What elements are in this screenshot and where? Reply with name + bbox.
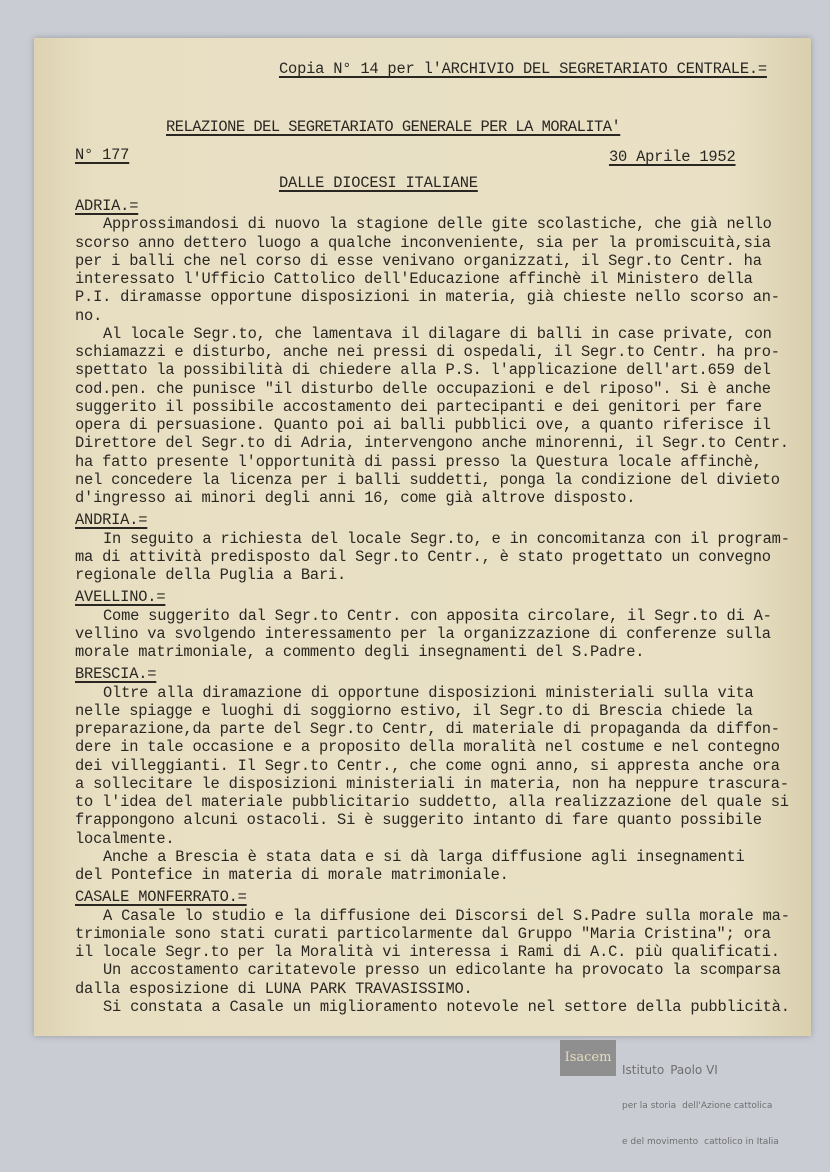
text-line: schiamazzi e disturbo, anche nei pressi di ospedali, il Segr.to Centr. ha pro- (75, 343, 780, 361)
text-line: Al locale Segr.to, che lamentava il dilagare di balli in case private, con (103, 324, 772, 343)
text-line: a sollecitare le disposizioni ministeriali in materia, non ha neppure trascura- (75, 774, 789, 793)
text-line: frappongono alcuni ostacoli. Si è suggerito intanto di fare quanto possibile (75, 811, 762, 830)
diocese-section (75, 888, 810, 1016)
text-line: Come suggerito dal Segr.to Centr. con apposita circolare, il Segr.to di A- (103, 606, 772, 625)
text-line: cod.pen. che punisce "il disturbo delle occupazioni e del riposo". Si è anche (75, 379, 771, 398)
text-line: per i balli che nel corso di esse venivano organizzati, il Segr.to Centr. ha (75, 251, 762, 270)
section-title: DALLE DIOCESI ITALIANE (279, 174, 478, 192)
report-title: RELAZIONE DEL SEGRETARIATO GENERALE PER LA MORALITA' (166, 118, 621, 136)
diocese-heading-text: CASALE MONFERRATO.= (75, 888, 247, 907)
diocese-heading (75, 888, 810, 906)
report-number: N° 177 (75, 146, 130, 164)
copy-line: Copia N° 14 per l'ARCHIVIO DEL SEGRETARIATO CENTRALE.= (279, 60, 767, 78)
text-line: trimoniale sono stati curati particolarmente dal Gruppo "Maria Cristina"; ora (75, 924, 771, 943)
diocese-heading-text: AVELLINO.= (75, 588, 166, 607)
archive-watermark (560, 1040, 820, 1147)
watermark-name: Istituto (622, 1063, 665, 1077)
text-line: dalla esposizione di LUNA PARK TRAVASISSIMO. (75, 979, 473, 998)
text-line: P.I. diramasse opportune disposizioni in materia, già chieste nello scorso an- (75, 288, 780, 307)
text-line: no. (75, 306, 103, 325)
text-line: Un accostamento caritatevole presso un edicolante ha provocato la scomparsa (103, 961, 781, 980)
diocese-heading-text: BRESCIA.= (75, 665, 157, 684)
text-line: il locale Segr.to per la Moralità vi interessa i Rami di A.C. più qualificati. (75, 943, 780, 961)
text-line: nel concedere la licenza per i balli suddetti, ponga la condizione del divieto (75, 470, 780, 489)
report-date: 30 Aprile 1952 (609, 148, 736, 166)
text-line: opera di persuasione. Quanto poi ai balli pubblici ove, a quanto riferisce il (75, 416, 771, 434)
diocese-section (75, 588, 810, 661)
text-line: Approssimandosi di nuovo la stagione delle gite scolastiche, che già nello (103, 215, 772, 234)
text-line: nelle spiagge e luoghi di soggiorno estivo, il Segr.to di Brescia chiede la (75, 701, 753, 720)
report-body (75, 197, 810, 1020)
text-line: scorso anno dettero luogo a qualche inconveniente, sia per la promiscuità,sia (75, 233, 771, 252)
diocese-heading-text: ADRIA.= (75, 197, 139, 215)
text-line: suggerito il possibile accostamento dei partecipanti e dei genitori per fare (75, 397, 762, 416)
text-line: dei villeggianti. Il Segr.to Centr., che come ogni anno, si appresta anche ora (75, 756, 780, 775)
text-line: In seguito a richiesta del locale Segr.to, e in concomitanza con il program- (103, 529, 790, 548)
text-line: d'ingresso ai minori degli anni 16, come già altrove disposto. (75, 489, 636, 507)
watermark-line: cattolico in Italia (704, 1137, 779, 1147)
text-line: dere in tale occasione e a proposito della moralità nel costume e nel contegno (75, 738, 780, 757)
diocese-heading (75, 588, 810, 606)
text-line: localmente. (75, 829, 175, 848)
diocese-heading (75, 511, 810, 529)
text-line: vellino va svolgendo interessamento per la organizzazione di conferenze sulla (75, 624, 771, 643)
text-line: preparazione,da parte del Segr.to Centr, di materiale di propaganda da diffon- (75, 720, 780, 738)
text-line: ha fatto presente l'opportunità di passi presso la Questura locale affinchè, (75, 452, 762, 471)
text-line: Anche a Brescia è stata data e si dà larga diffusione agli insegnamenti (103, 847, 745, 866)
diocese-heading (75, 665, 810, 683)
watermark-line: dell'Azione cattolica (682, 1101, 773, 1111)
diocese-section (75, 511, 810, 584)
text-line: ma di attività predisposto dal Segr.to Centr., è stato progettato un convegno (75, 547, 771, 566)
text-line: regionale della Puglia a Bari. (75, 566, 347, 584)
text-line: Direttore del Segr.to di Adria, intervengono anche minorenni, il Segr.to Centr. (75, 434, 789, 453)
text-line: to l'idea del materiale pubblicitario suddetto, alla realizzazione del quale si (75, 793, 789, 811)
watermark-person: Paolo VI (670, 1063, 718, 1077)
text-line: Oltre alla diramazione di opportune disposizioni ministeriali sulla vita (103, 683, 754, 702)
text-line: spettato la possibilità di chiedere alla P.S. l'applicazione dell'art.659 del (75, 361, 771, 380)
diocese-section (75, 665, 810, 884)
watermark-line: per la storia (622, 1101, 677, 1111)
text-line: morale matrimoniale, a commento degli insegnamenti del S.Padre. (75, 643, 645, 661)
text-line: Si constata a Casale un miglioramento notevole nel settore della pubblicità. (103, 997, 790, 1016)
diocese-heading (75, 197, 810, 215)
watermark-logo: Isacem (560, 1040, 616, 1076)
text-line: A Casale lo studio e la diffusione dei Discorsi del S.Padre sulla morale ma- (103, 906, 790, 925)
text-line: interessato l'Ufficio Cattolico dell'Educazione affinchè il Ministero della (75, 270, 753, 288)
diocese-heading-text: ANDRIA.= (75, 511, 148, 530)
text-line: del Pontefice in materia di morale matrimoniale. (75, 866, 509, 884)
diocese-section (75, 197, 810, 507)
watermark-line: e del movimento (622, 1137, 699, 1147)
